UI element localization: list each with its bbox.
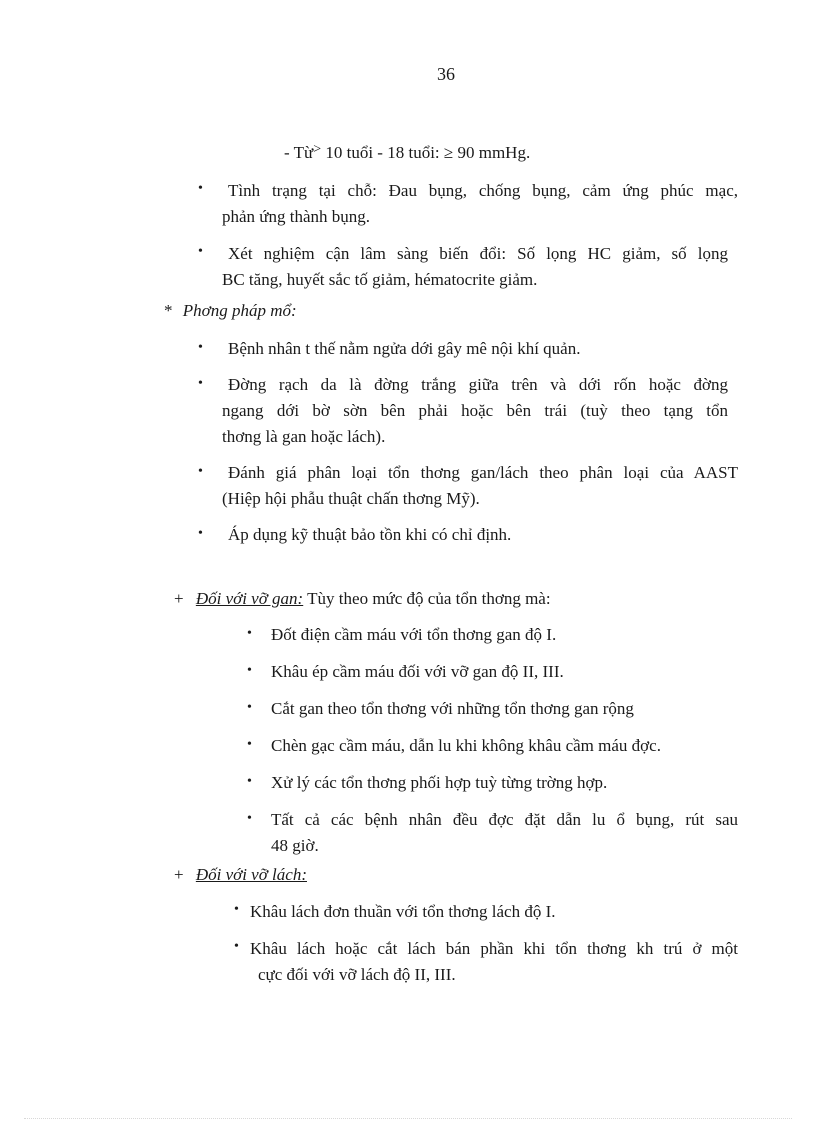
list-item-line: phản ứng thành bụng. [222,207,371,226]
bullet-icon: • [247,774,252,789]
list-item-line: Tất cả các bệnh nhân đều đợc đặt dẫn lu ổ bụng, rút sau [271,810,738,829]
list-item-line: Áp dụng kỹ thuật bảo tồn khi có chỉ định. [228,525,512,544]
bullet-icon: • [247,663,252,678]
age-range: 10 tuổi - 18 tuổi: [325,143,440,162]
list-item [271,770,607,796]
list-item [271,659,564,685]
list-item-line: Khâu lách hoặc cắt lách bán phần khi tổn thơng kh trú ở một [250,939,738,958]
list-item [222,241,728,293]
list-item [250,936,738,988]
list-item-line: Chèn gạc cầm máu, dẫn lu khi không khâu cầm máu đợc. [271,736,661,755]
list-item [271,622,556,648]
bullet-icon: • [247,626,252,641]
list-item [250,899,556,925]
list-item [271,696,634,722]
list-item-line: cực đối với vỡ lách độ II, III. [258,965,456,984]
list-item [222,372,728,450]
bp-value: 90 mmHg. [457,143,531,162]
list-item-line: 48 giờ. [271,836,319,855]
list-item-line: ngang dới bờ sờn bên phải hoặc bên trái (tuỳ theo tạng tổn [222,401,728,420]
spleen-heading [174,865,307,885]
liver-heading [174,589,551,609]
spleen-title: Đối với vỡ lách: [195,865,307,884]
list-item-line: Khâu lách đơn thuần với tổn thơng lách độ I. [250,902,556,921]
age-bp-line [284,143,530,163]
list-item-line: Bệnh nhân t thế nằm ngửa dới gây mê nội khí quản. [228,339,581,358]
list-item-line: Xét nghiệm cận lâm sàng biến đổi: Số lọng HC giảm, số lọng [228,244,728,263]
bullet-icon: • [247,811,252,826]
list-item-line: Xử lý các tổn thơng phối hợp tuỳ từng trờng hợp. [271,773,608,792]
list-item [222,336,580,362]
list-item-line: Đánh giá phân loại tổn thơng gan/lách theo phân loại của AAST [228,463,738,482]
list-item-line: thơng là gan hoặc lách). [222,427,386,446]
bullet-icon: • [198,526,203,541]
list-item [222,460,738,512]
bullet-icon: • [198,464,203,479]
liver-title: Đối với vỡ gan: [195,589,304,608]
bullet-icon: • [198,376,203,391]
method-heading-text: Phơng pháp mổ: [182,301,297,320]
plus-marker: + [174,865,184,884]
age-prefix: - Từ [284,143,314,162]
star-marker: * [164,301,173,320]
bullet-icon: • [247,700,252,715]
bullet-icon: • [198,181,203,196]
list-item [271,733,661,759]
list-item [222,522,511,548]
page-number: 36 [437,64,455,84]
list-item-line: Cắt gan theo tổn thơng với những tổn thơng gan rộng [271,699,634,718]
bullet-icon: • [247,737,252,752]
list-item-line: BC tăng, huyết sắc tố giảm, hématocrite giảm. [222,270,538,289]
list-item-line: Đốt điện cầm máu với tổn thơng gan độ I. [271,625,557,644]
bullet-icon: • [198,244,203,259]
bullet-icon: • [234,939,239,954]
list-item-line: Tình trạng tại chỗ: Đau bụng, chống bụng, cảm ứng phúc mạc, [228,181,738,200]
plus-marker: + [174,589,184,608]
list-item [222,178,738,230]
list-item [271,807,738,859]
liver-intro: Tùy theo mức độ của tổn thơng mà: [307,589,551,608]
list-item-line: Đờng rạch da là đờng trắng giữa trên và dới rốn hoặc đờng [228,375,728,394]
list-item-line: Khâu ép cầm máu đối với vỡ gan độ II, III. [271,662,564,681]
greater-equal-symbol: ≥ [443,143,454,162]
bullet-icon: • [234,902,239,917]
list-item-line: (Hiệp hội phẫu thuật chấn thơng Mỹ). [222,489,480,508]
bullet-icon: • [198,340,203,355]
page-bottom-divider [24,1118,792,1119]
greater-than-symbol: > [313,142,322,157]
method-heading [164,301,297,321]
